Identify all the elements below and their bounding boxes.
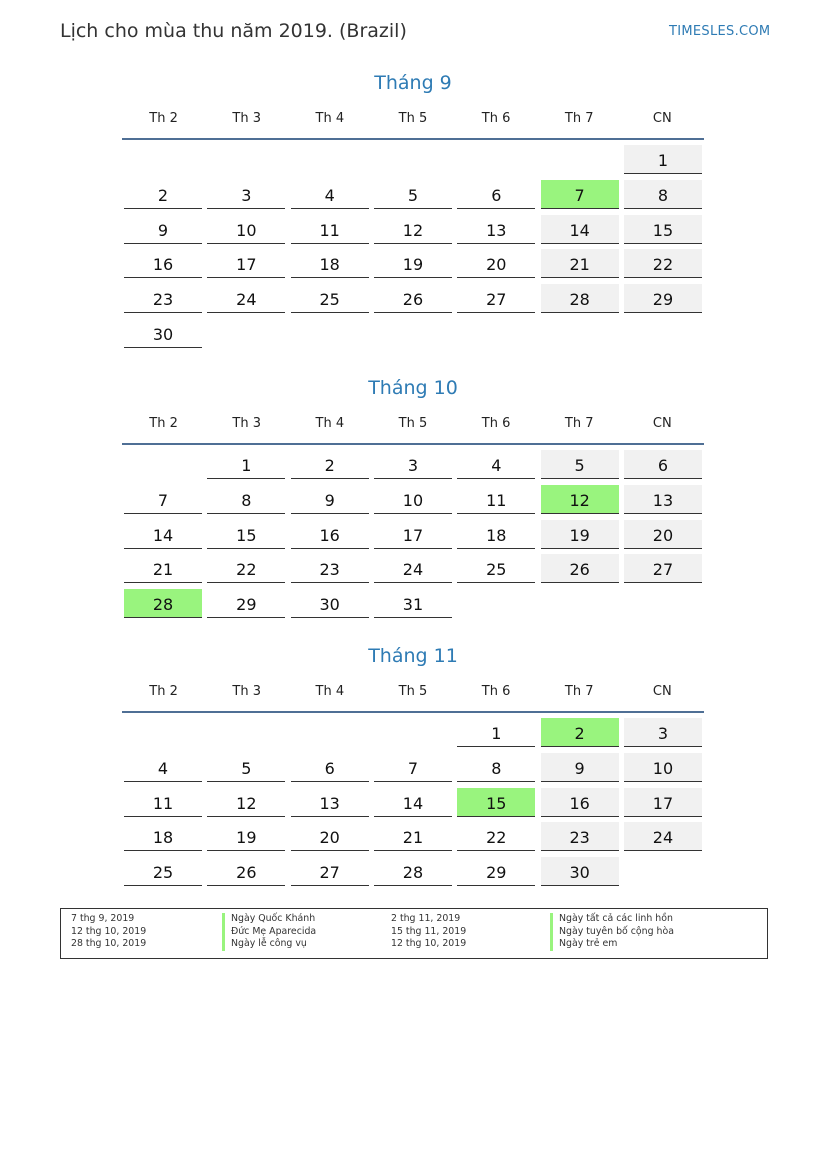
day-cell[interactable]: 10 [374, 485, 452, 514]
day-cell[interactable]: 23 [124, 284, 202, 313]
day-cell[interactable]: 13 [291, 788, 369, 817]
day-cell[interactable]: 6 [457, 180, 535, 209]
holiday-day-cell[interactable]: 15 [457, 788, 535, 817]
legend-date: 12 thg 10, 2019 [71, 926, 147, 937]
day-cell[interactable]: 4 [291, 180, 369, 209]
weekday-label: CN [652, 416, 672, 431]
holiday-legend [60, 908, 768, 959]
day-cell[interactable]: 1 [624, 145, 702, 174]
weekday-label: Th 2 [149, 111, 178, 126]
day-cell[interactable]: 5 [374, 180, 452, 209]
weekday-label: Th 5 [398, 684, 428, 699]
weekday-label: Th 7 [564, 684, 594, 699]
legend-holiday-name: Đức Mẹ Aparecida [222, 926, 316, 939]
day-cell[interactable]: 9 [541, 753, 619, 782]
day-cell[interactable]: 8 [207, 485, 285, 514]
day-cell[interactable]: 29 [207, 589, 285, 618]
holiday-day-cell[interactable]: 28 [124, 589, 202, 618]
month-title: Tháng 9 [374, 72, 452, 94]
legend-holiday-name: Ngày tuyên bố cộng hòa [550, 926, 674, 939]
day-cell[interactable]: 25 [291, 284, 369, 313]
site-link[interactable]: TIMESLES.COM [669, 24, 771, 39]
day-cell[interactable]: 30 [541, 857, 619, 886]
day-cell[interactable]: 5 [207, 753, 285, 782]
day-cell[interactable]: 29 [457, 857, 535, 886]
day-cell[interactable]: 17 [207, 249, 285, 278]
day-cell[interactable]: 16 [291, 520, 369, 549]
weekday-label: Th 2 [149, 416, 178, 431]
empty-cell [291, 145, 369, 174]
empty-cell [374, 145, 452, 174]
legend-holiday-name: Ngày Quốc Khánh [222, 913, 315, 926]
empty-cell [541, 145, 619, 174]
weekday-label: Th 5 [398, 416, 428, 431]
day-cell[interactable]: 20 [291, 822, 369, 851]
month-title: Tháng 10 [368, 377, 458, 399]
day-cell[interactable]: 15 [624, 215, 702, 244]
day-cell[interactable]: 21 [124, 554, 202, 583]
empty-cell [207, 145, 285, 174]
day-cell[interactable]: 2 [124, 180, 202, 209]
day-cell[interactable]: 20 [624, 520, 702, 549]
day-cell[interactable]: 18 [124, 822, 202, 851]
day-cell[interactable]: 7 [124, 485, 202, 514]
day-cell[interactable]: 3 [624, 718, 702, 747]
day-cell[interactable]: 17 [374, 520, 452, 549]
day-cell[interactable]: 3 [207, 180, 285, 209]
day-cell[interactable]: 12 [374, 215, 452, 244]
month-november [122, 643, 704, 886]
empty-cell [291, 718, 369, 747]
holiday-day-cell[interactable]: 2 [541, 718, 619, 747]
day-cell[interactable]: 19 [374, 249, 452, 278]
day-cell[interactable]: 25 [124, 857, 202, 886]
legend-holiday-name: Ngày trẻ em [550, 938, 617, 951]
day-cell[interactable]: 29 [624, 284, 702, 313]
day-cell[interactable]: 28 [374, 857, 452, 886]
day-cell[interactable]: 30 [124, 319, 202, 348]
day-cell[interactable]: 7 [374, 753, 452, 782]
day-cell[interactable]: 13 [624, 485, 702, 514]
day-grid [122, 450, 704, 618]
day-cell[interactable]: 22 [457, 822, 535, 851]
weekday-label: Th 5 [398, 111, 428, 126]
day-cell[interactable]: 20 [457, 249, 535, 278]
legend-date: 15 thg 11, 2019 [391, 926, 467, 937]
holiday-day-cell[interactable]: 12 [541, 485, 619, 514]
legend-date: 2 thg 11, 2019 [391, 913, 461, 924]
empty-cell [124, 718, 202, 747]
weekday-header [122, 110, 704, 140]
day-grid [122, 145, 704, 348]
weekday-label: Th 4 [315, 416, 345, 431]
weekday-label: Th 7 [564, 111, 594, 126]
empty-cell [207, 718, 285, 747]
day-cell[interactable]: 27 [624, 554, 702, 583]
day-cell[interactable]: 11 [291, 215, 369, 244]
day-cell[interactable]: 26 [541, 554, 619, 583]
day-cell[interactable]: 8 [457, 753, 535, 782]
weekday-header [122, 415, 704, 445]
day-cell[interactable]: 22 [207, 554, 285, 583]
legend-date: 12 thg 10, 2019 [391, 938, 467, 949]
day-cell[interactable]: 13 [457, 215, 535, 244]
day-cell[interactable]: 30 [291, 589, 369, 618]
day-cell[interactable]: 27 [457, 284, 535, 313]
day-cell[interactable]: 6 [624, 450, 702, 479]
day-cell[interactable]: 9 [124, 215, 202, 244]
legend-date: 7 thg 9, 2019 [71, 913, 135, 924]
day-cell[interactable]: 18 [291, 249, 369, 278]
day-cell[interactable]: 6 [291, 753, 369, 782]
day-cell[interactable]: 5 [541, 450, 619, 479]
day-cell[interactable]: 24 [624, 822, 702, 851]
day-cell[interactable]: 24 [374, 554, 452, 583]
month-september [122, 70, 704, 348]
day-cell[interactable]: 26 [207, 857, 285, 886]
weekday-header [122, 683, 704, 713]
weekday-label: Th 6 [481, 111, 511, 126]
weekday-label: Th 7 [564, 416, 594, 431]
weekday-label: CN [652, 111, 672, 126]
empty-cell [124, 450, 202, 479]
weekday-label: CN [652, 684, 672, 699]
day-cell[interactable]: 2 [291, 450, 369, 479]
day-cell[interactable]: 8 [624, 180, 702, 209]
day-cell[interactable]: 11 [457, 485, 535, 514]
day-cell[interactable]: 17 [624, 788, 702, 817]
weekday-label: Th 6 [481, 684, 511, 699]
month-october [122, 375, 704, 618]
day-cell[interactable]: 11 [124, 788, 202, 817]
day-grid [122, 718, 704, 886]
day-cell[interactable]: 28 [541, 284, 619, 313]
empty-cell [374, 718, 452, 747]
day-cell[interactable]: 14 [541, 215, 619, 244]
day-cell[interactable]: 27 [291, 857, 369, 886]
day-cell[interactable]: 1 [457, 718, 535, 747]
day-cell[interactable]: 3 [374, 450, 452, 479]
day-cell[interactable]: 23 [291, 554, 369, 583]
legend-holiday-name: Ngày lễ công vụ [222, 938, 307, 951]
empty-cell [457, 145, 535, 174]
day-cell[interactable]: 4 [124, 753, 202, 782]
weekday-label: Th 3 [232, 684, 261, 699]
day-cell[interactable]: 31 [374, 589, 452, 618]
day-cell[interactable]: 14 [374, 788, 452, 817]
day-cell[interactable]: 16 [541, 788, 619, 817]
day-cell[interactable]: 10 [624, 753, 702, 782]
day-cell[interactable]: 25 [457, 554, 535, 583]
weekday-label: Th 3 [232, 416, 261, 431]
day-cell[interactable]: 24 [207, 284, 285, 313]
day-cell[interactable]: 9 [291, 485, 369, 514]
day-cell[interactable]: 4 [457, 450, 535, 479]
day-cell[interactable]: 19 [207, 822, 285, 851]
day-cell[interactable]: 16 [124, 249, 202, 278]
legend-date: 28 thg 10, 2019 [71, 938, 147, 949]
day-cell[interactable]: 19 [541, 520, 619, 549]
page-title: Lịch cho mùa thu năm 2019. (Brazil) [60, 20, 407, 42]
weekday-label: Th 4 [315, 111, 345, 126]
day-cell[interactable]: 15 [207, 520, 285, 549]
legend-holiday-name: Ngày tất cả các linh hồn [550, 913, 673, 926]
weekday-label: Th 2 [149, 684, 178, 699]
holiday-day-cell[interactable]: 7 [541, 180, 619, 209]
day-cell[interactable]: 21 [374, 822, 452, 851]
day-cell[interactable]: 14 [124, 520, 202, 549]
day-cell[interactable]: 10 [207, 215, 285, 244]
day-cell[interactable]: 22 [624, 249, 702, 278]
day-cell[interactable]: 1 [207, 450, 285, 479]
month-title: Tháng 11 [368, 645, 458, 667]
day-cell[interactable]: 12 [207, 788, 285, 817]
day-cell[interactable]: 18 [457, 520, 535, 549]
empty-cell [124, 145, 202, 174]
day-cell[interactable]: 21 [541, 249, 619, 278]
weekday-label: Th 6 [481, 416, 511, 431]
weekday-label: Th 4 [315, 684, 345, 699]
weekday-label: Th 3 [232, 111, 261, 126]
day-cell[interactable]: 23 [541, 822, 619, 851]
day-cell[interactable]: 26 [374, 284, 452, 313]
